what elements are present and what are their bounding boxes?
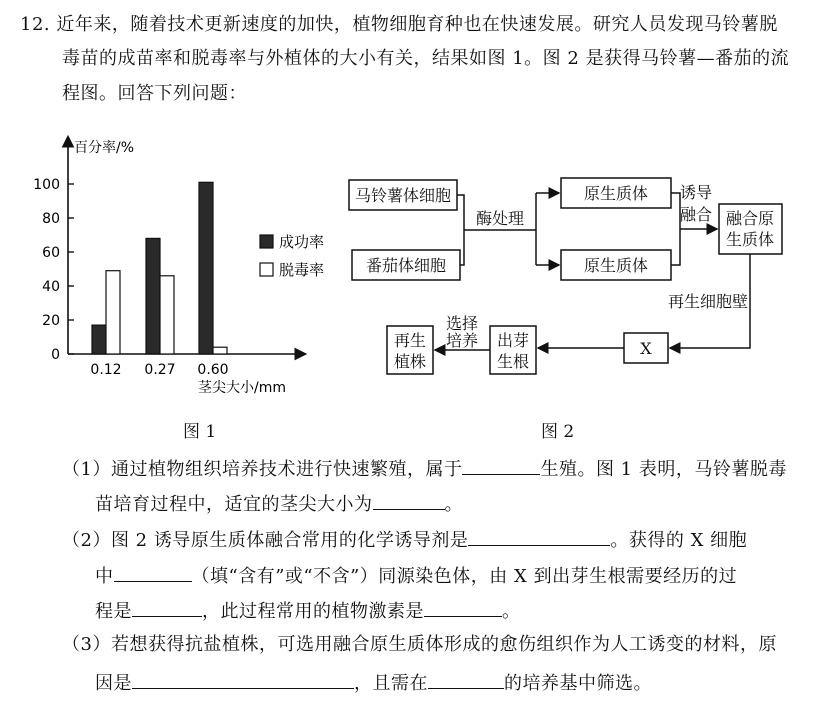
node-protoplast-top: 原生质体 xyxy=(583,184,649,203)
q2-text-e: 程是 xyxy=(95,601,132,622)
x-tick-label: 0.60 xyxy=(197,362,229,378)
x-tick-label: 0.12 xyxy=(90,362,122,378)
legend-label-success: 成功率 xyxy=(279,233,325,251)
q3-text-d: 的培养基中筛选。 xyxy=(504,673,652,694)
label-enzyme: 酶处理 xyxy=(475,209,525,228)
figure1-caption: 图 1 xyxy=(183,422,217,442)
q1-blank-size[interactable] xyxy=(373,491,445,510)
node-protoplast-bottom: 原生质体 xyxy=(583,256,649,275)
q2-text-g: 。 xyxy=(502,601,521,622)
label-induce-line1: 诱导 xyxy=(679,183,713,202)
node-plant-line1: 再生 xyxy=(393,331,427,350)
label-regen-wall: 再生细胞壁 xyxy=(667,292,749,311)
node-plant-line2: 植株 xyxy=(393,352,427,371)
node-fused-line1: 融合原 xyxy=(725,209,775,228)
q2-line3 xyxy=(95,598,521,623)
figure2-caption: 图 2 xyxy=(541,422,575,442)
y-tick-label: 80 xyxy=(42,211,60,227)
bar-success-0.60 xyxy=(199,182,213,354)
y-tick-label: 60 xyxy=(42,245,60,261)
y-axis-label: 百分率/% xyxy=(74,140,135,156)
q1-text-a: （1）通过植物组织培养技术进行快速繁殖，属于 xyxy=(62,459,463,480)
q3-text-c: ，且需在 xyxy=(354,673,428,694)
figure2-flowchart xyxy=(340,168,800,398)
q2-blank-process[interactable] xyxy=(132,598,202,617)
question-intro-3: 程图。回答下列问题： xyxy=(62,83,247,104)
q2-text-a: （2）图 2 诱导原生质体融合常用的化学诱导剂是 xyxy=(62,530,469,551)
label-induce-line2: 融合 xyxy=(679,205,713,224)
label-select-line2: 培养 xyxy=(445,331,479,350)
legend-swatch-success xyxy=(260,235,273,248)
q2-blank-inducer[interactable] xyxy=(468,527,610,546)
bar-success-0.12 xyxy=(92,325,106,354)
q3-line2 xyxy=(95,670,652,695)
legend-label-detox: 脱毒率 xyxy=(279,261,325,279)
bar-detox-0.60 xyxy=(213,347,227,354)
q2-blank-homologous[interactable] xyxy=(114,563,192,582)
connector-join-right xyxy=(671,193,680,265)
q2-text-f: ，此过程常用的植物激素是 xyxy=(202,601,424,622)
bar-success-0.27 xyxy=(146,238,160,354)
question-intro-2: 毒苗的成苗率和脱毒率与外植体的大小有关，结果如图 1。图 2 是获得马铃薯—番茄的流 xyxy=(62,48,790,69)
label-select-line1: 选择 xyxy=(445,314,479,333)
bar-detox-0.12 xyxy=(106,271,120,354)
q2-line1 xyxy=(62,527,747,552)
q3-text-b: 因是 xyxy=(95,673,132,694)
question-number: 12. xyxy=(20,14,51,35)
figure1-chart xyxy=(30,130,360,400)
q1-blank-reproduction[interactable] xyxy=(462,456,540,475)
y-tick-label: 0 xyxy=(51,347,60,363)
node-potato-cell: 马铃薯体细胞 xyxy=(354,186,452,205)
legend-swatch-detox xyxy=(260,263,273,276)
q3-blank-medium[interactable] xyxy=(428,670,504,689)
question-line-1 xyxy=(20,14,778,36)
q1-text-c: 苗培育过程中，适宜的茎尖大小为 xyxy=(95,494,373,515)
y-tick-label: 40 xyxy=(42,279,60,295)
q1-text-d: 。 xyxy=(444,494,463,515)
q2-text-b: 。获得的 X 细胞 xyxy=(610,530,748,551)
q2-blank-hormone[interactable] xyxy=(424,598,502,617)
node-x: X xyxy=(640,339,652,358)
x-axis-label: 茎尖大小/mm xyxy=(198,380,286,396)
bar-detox-0.27 xyxy=(160,276,174,354)
node-sprout-line1: 出芽 xyxy=(496,331,530,350)
y-tick-label: 100 xyxy=(33,177,60,193)
q3-blank-reason[interactable] xyxy=(132,670,354,689)
q2-text-d: （填“含有”或“不含”）同源染色体，由 X 到出芽生根需要经历的过 xyxy=(191,566,738,587)
q2-text-c: 中 xyxy=(95,566,114,587)
q1-line2 xyxy=(95,491,463,516)
q2-line2 xyxy=(95,563,737,588)
node-fused-line2: 生质体 xyxy=(725,230,775,249)
q1-text-b: 生殖。图 1 表明，马铃薯脱毒 xyxy=(540,459,787,480)
node-sprout-line2: 生根 xyxy=(496,352,530,371)
chart-legend xyxy=(260,233,324,279)
node-tomato-cell: 番茄体细胞 xyxy=(365,256,447,275)
x-tick-label: 0.27 xyxy=(144,362,176,378)
y-tick-label: 20 xyxy=(42,313,60,329)
q3-line1: （3）若想获得抗盐植株，可选用融合原生质体形成的愈伤组织作为人工诱变的材料，原 xyxy=(62,634,777,655)
q1-line1 xyxy=(62,456,787,481)
question-intro-1: 近年来，随着技术更新速度的加快，植物细胞育种也在快速发展。研究人员发现马铃薯脱 xyxy=(56,14,778,35)
